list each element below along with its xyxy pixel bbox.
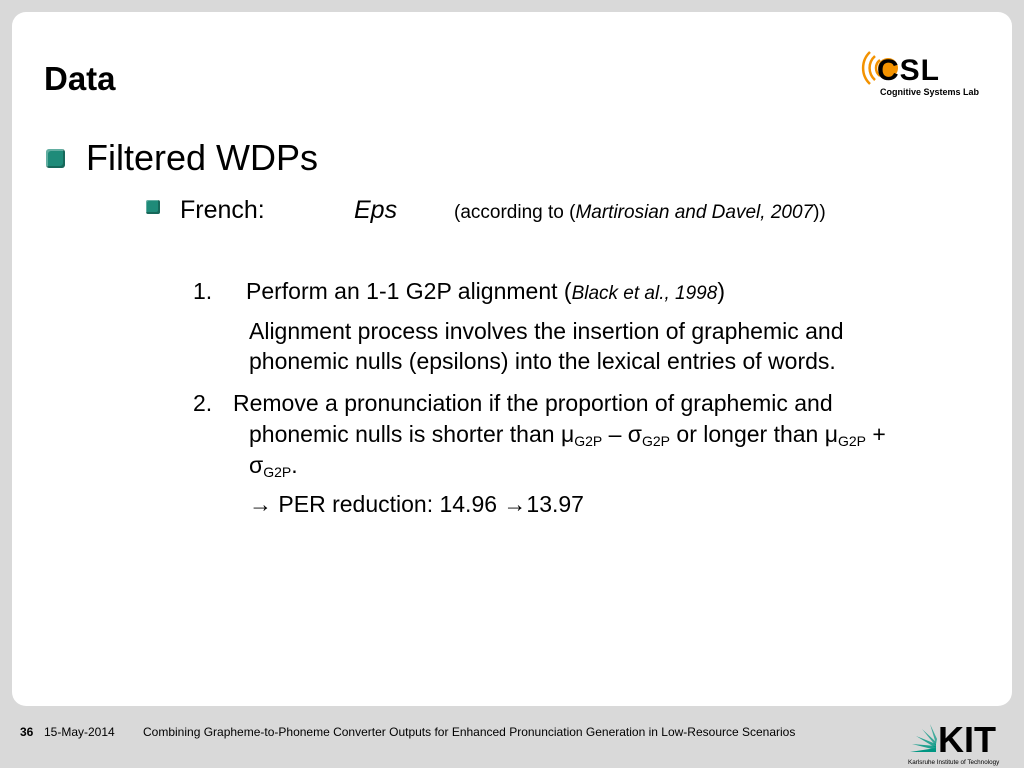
step-1-number: 1. (193, 278, 213, 304)
arrow-right-icon: → (249, 491, 272, 517)
kit-logo-text: KIT (938, 719, 996, 760)
csl-logo (860, 40, 990, 100)
per-reduction-result: → PER reduction: 14.96 →13.97 (249, 491, 584, 517)
csl-logo-caption: Cognitive Systems Lab (880, 87, 980, 97)
step-1-text: Perform an 1-1 G2P alignment (Black et al., 1998) (246, 278, 725, 304)
step-2-number: 2. (193, 390, 213, 416)
footer-date: 15-May-2014 (44, 725, 115, 739)
bullet-filtered-wdps: Filtered WDPs (86, 137, 319, 178)
step-2-line2: phonemic nulls is shorter than $\mu_{G2P} - \sigma_{G2P}$ or longer than $\mu_{G2P}$ + (249, 421, 886, 449)
csl-logo-text: CSL (877, 54, 940, 87)
arrow-right-icon: → (503, 491, 527, 517)
page-number: 36 (20, 725, 34, 739)
footer-title: Combining Grapheme-to-Phoneme Converter Outputs for Enhanced Pronunciation Generation in Low-Resource Scenarios (143, 725, 796, 739)
sub-bullet-eps: Eps (354, 196, 398, 224)
step-1-detail-line2: phonemic nulls (epsilons) into the lexical entries of words. (249, 348, 836, 374)
sub-bullet-language: French: (180, 196, 265, 224)
step-2-line1: Remove a pronunciation if the proportion of graphemic and (233, 390, 833, 416)
kit-logo (906, 712, 1018, 766)
bullet-square-icon (46, 149, 65, 168)
sub-bullet-reference: (according to (Martirosian and Davel, 2007)) (454, 202, 826, 223)
kit-logo-caption: Karlsruhe Institute of Technology (908, 759, 1000, 766)
bullet-square-small-icon (146, 200, 160, 214)
slide-title: Data (44, 60, 116, 97)
step-1-detail-line1: Alignment process involves the insertion of graphemic and (249, 318, 844, 344)
step-2-line3: $\sigma_{G2P}$. (249, 452, 298, 480)
